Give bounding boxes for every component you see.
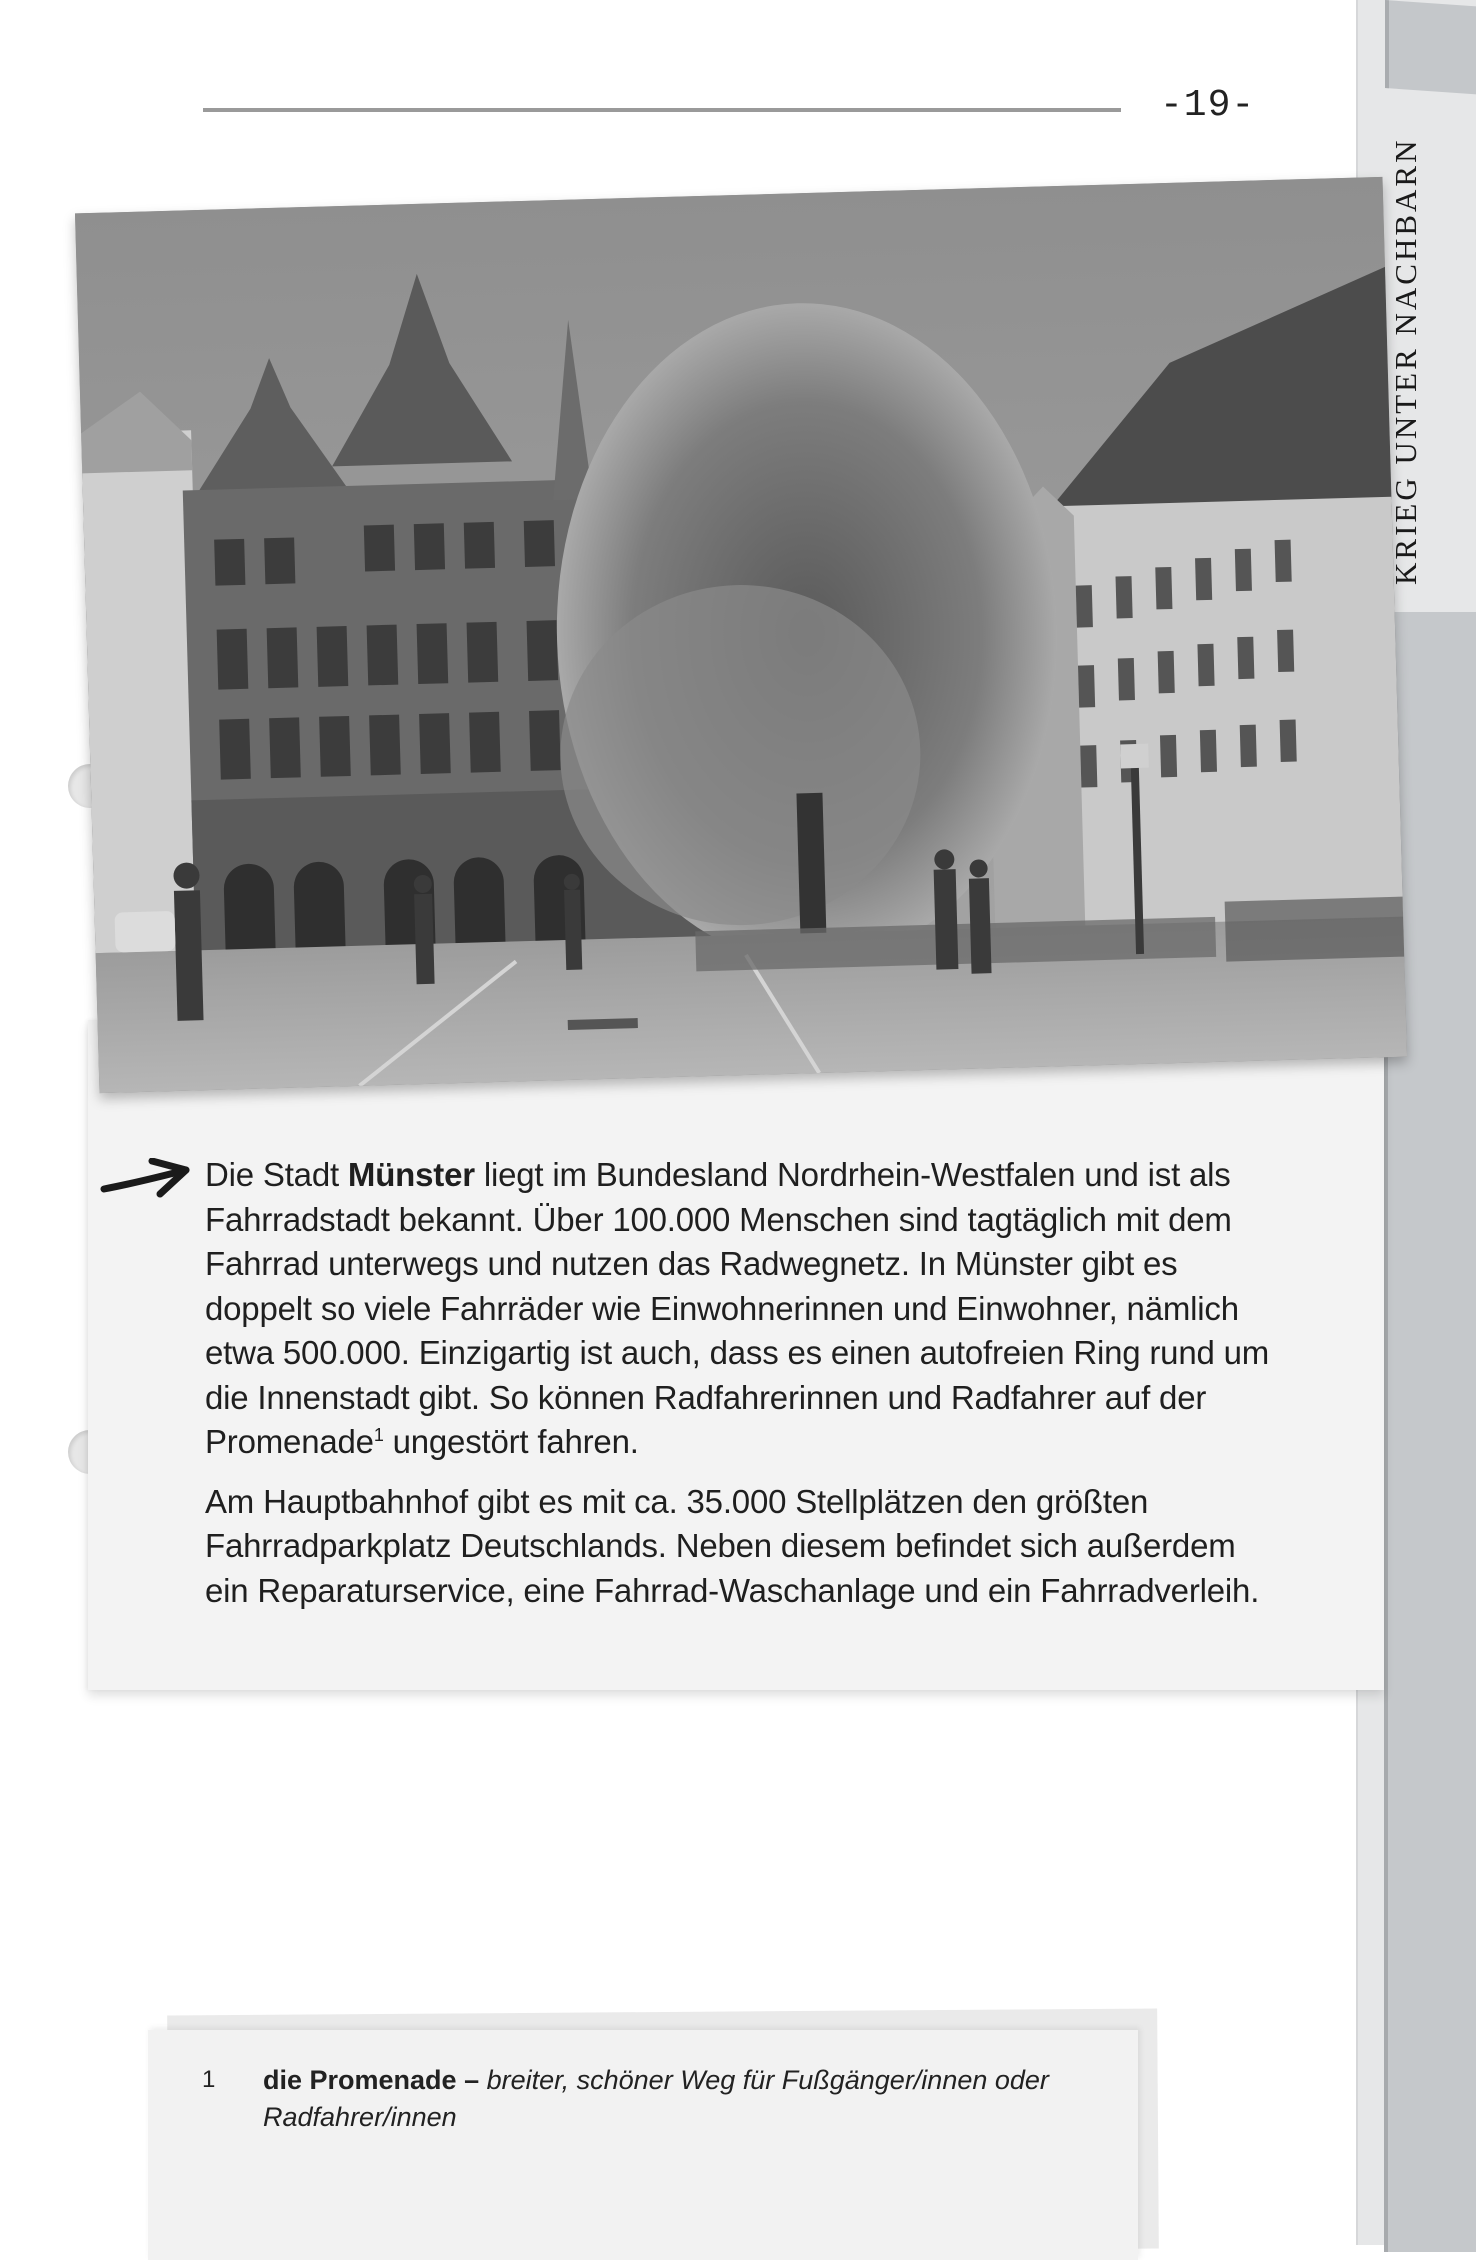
paragraph-2: Am Hauptbahnhof gibt es mit ca. 35.000 Stellplätzen den größten Fahrradparkplatz Deutschlands. Neben diesem befindet sich außerdem ein Reparaturservice, eine Fahrrad-Waschanlage und ein Fahrradverleih. — [205, 1482, 1260, 1609]
body-text — [205, 1153, 1275, 1628]
header-rule — [203, 108, 1121, 112]
bold-term-muenster: Münster — [347, 1156, 475, 1193]
footnote-reference[interactable]: 1 — [373, 1425, 384, 1445]
paragraph-1-end: ungestört fahren. — [383, 1423, 639, 1460]
footnote-definition: breiter, schöner Weg für Fußgänger/innen oder Radfahrer/innen — [263, 2065, 1049, 2132]
paragraph-1-start: Die Stadt — [205, 1156, 348, 1193]
chapter-tab-upper — [1385, 0, 1476, 95]
market-square-photo-icon — [75, 177, 1407, 1093]
footnote-number: 1 — [202, 2066, 216, 2093]
city-photo — [75, 177, 1407, 1093]
chapter-title: KRIEG UNTER NACHBARN — [1388, 137, 1423, 585]
footnote-text — [263, 2062, 1083, 2136]
paragraph-1-body: liegt im Bundesland Nordrhein-Westfalen und ist als Fahrradstadt bekannt. Über 100.000 Menschen sind tagtäglich mit dem Fahrrad unterwegs und nutzen das Radwegnetz. In Münster gibt es doppelt so viele Fahrräder wie Einwohnerinnen und Einwohner, nämlich etwa 500.000. Einzigartig ist auch, dass es einen autofreien Ring rund um die Innenstadt gibt. So können Radfahrerinnen und Radfahrer auf der Promenade — [205, 1156, 1270, 1460]
hand-drawn-arrow-icon — [100, 1158, 192, 1203]
footnote-term: die Promenade — [263, 2065, 457, 2095]
footnote-separator: – — [456, 2065, 487, 2095]
page-number: -19- — [1160, 84, 1256, 127]
paragraph-1 — [205, 1153, 1275, 1465]
